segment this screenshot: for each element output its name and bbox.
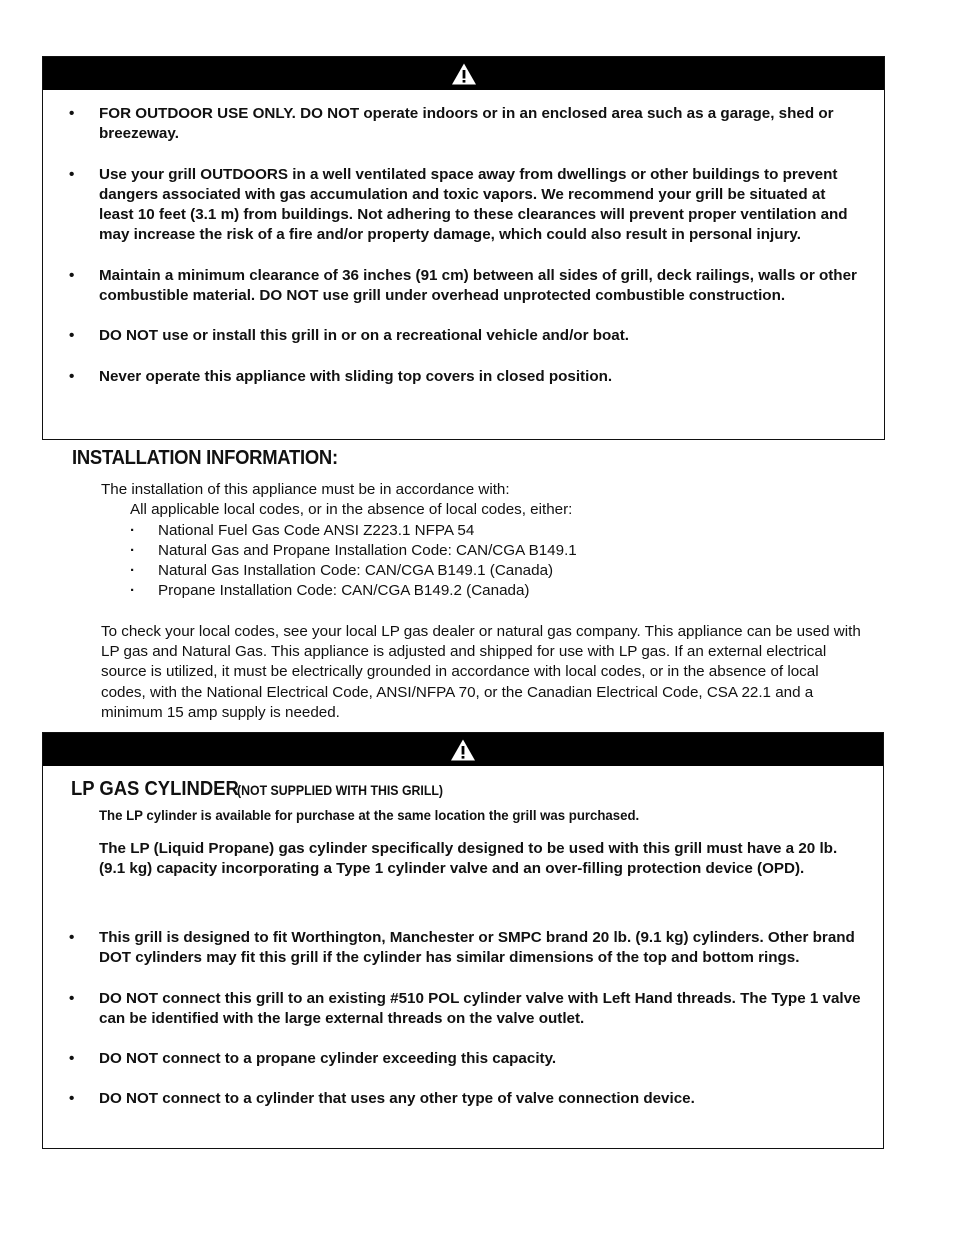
warning-triangle-icon bbox=[451, 62, 477, 86]
installation-paragraph: To check your local codes, see your local LP gas dealer or natural gas company. This appliance can be used with LP gas and Natural Gas. This appliance is adjusted and shipped for use with LP gas. If an external electrical source is utilized, it must be electrically grounded in accordance with local codes, or in the absence of local codes, with the National Electrical Code, ANSI/NFPA 70, or the Canadian Electrical Code, CSA 22.1 and a minimum 15 amp supply is needed. bbox=[101, 622, 861, 721]
lp-cylinder-title: LP GAS CYLINDER bbox=[71, 777, 239, 800]
code-item: · Propane Installation Code: CAN/CGA B149.2 (Canada) bbox=[130, 581, 861, 601]
installation-subintro: All applicable local codes, or in the absence of local codes, either: bbox=[130, 501, 573, 519]
lp-cylinder-heading bbox=[71, 777, 444, 801]
installation-title: INSTALLATION INFORMATION: bbox=[72, 446, 338, 469]
installation-intro: The installation of this appliance must be in accordance with: bbox=[101, 481, 510, 498]
code-item: · National Fuel Gas Code ANSI Z223.1 NFPA 54 bbox=[130, 521, 861, 541]
lp-cylinder-note: The LP cylinder is available for purchase at the same location the grill was purchased. bbox=[99, 808, 640, 824]
list-item: • DO NOT use or install this grill in or on a recreational vehicle and/or boat. bbox=[43, 326, 884, 346]
list-item: • This grill is designed to fit Worthington, Manchester or SMPC brand 20 lb. (9.1 kg) cylinders. Other brand DOT cylinders may fit this grill if the cylinder has similar dimensions of the top and bottom rings. bbox=[43, 928, 883, 969]
list-item: • FOR OUTDOOR USE ONLY. DO NOT operate indoors or in an enclosed area such as a garage, shed or breezeway. bbox=[43, 104, 884, 145]
warning-box-header bbox=[43, 733, 883, 766]
code-item: · Natural Gas Installation Code: CAN/CGA B149.1 (Canada) bbox=[130, 561, 861, 581]
lp-cylinder-subtitle: (NOT SUPPLIED WITH THIS GRILL) bbox=[237, 782, 444, 798]
list-item: • DO NOT connect to a cylinder that uses any other type of valve connection device. bbox=[43, 1089, 883, 1109]
installation-codes-list bbox=[101, 521, 861, 602]
list-item: • Use your grill OUTDOORS in a well ventilated space away from dwellings or other buildings to prevent dangers associated with gas accumulation and toxic vapors. We recommend your grill be situated at least 10 feet (3.1 m) from buildings. Not adhering to these clearances will prevent proper ventilation and may increase the risk of a fire and/or property damage, which could also result in personal injury. bbox=[43, 165, 884, 246]
lp-cylinder-paragraph: The LP (Liquid Propane) gas cylinder specifically designed to be used with this grill must have a 20 lb. (9.1 kg) capacity incorporating a Type 1 cylinder valve and an over-filling protection device (OPD). bbox=[99, 840, 838, 878]
warning-box-header bbox=[43, 57, 884, 90]
warning-box-outdoor-use bbox=[42, 56, 885, 440]
list-item: • DO NOT connect to a propane cylinder exceeding this capacity. bbox=[43, 1049, 883, 1069]
list-item: • DO NOT connect this grill to an existing #510 POL cylinder valve with Left Hand threads. The Type 1 valve can be identified with the large external threads on the valve outlet. bbox=[43, 989, 883, 1030]
list-item: • Maintain a minimum clearance of 36 inches (91 cm) between all sides of grill, deck railings, walls or other combustible material. DO NOT use grill under overhead unprotected combustible construction. bbox=[43, 266, 884, 307]
warning-triangle-icon bbox=[450, 738, 476, 762]
warning-list-2 bbox=[43, 928, 883, 1110]
code-item: · Natural Gas and Propane Installation Code: CAN/CGA B149.1 bbox=[130, 541, 861, 561]
warning-list-1 bbox=[43, 104, 884, 387]
installation-body bbox=[101, 480, 861, 723]
list-item: • Never operate this appliance with sliding top covers in closed position. bbox=[43, 367, 884, 387]
